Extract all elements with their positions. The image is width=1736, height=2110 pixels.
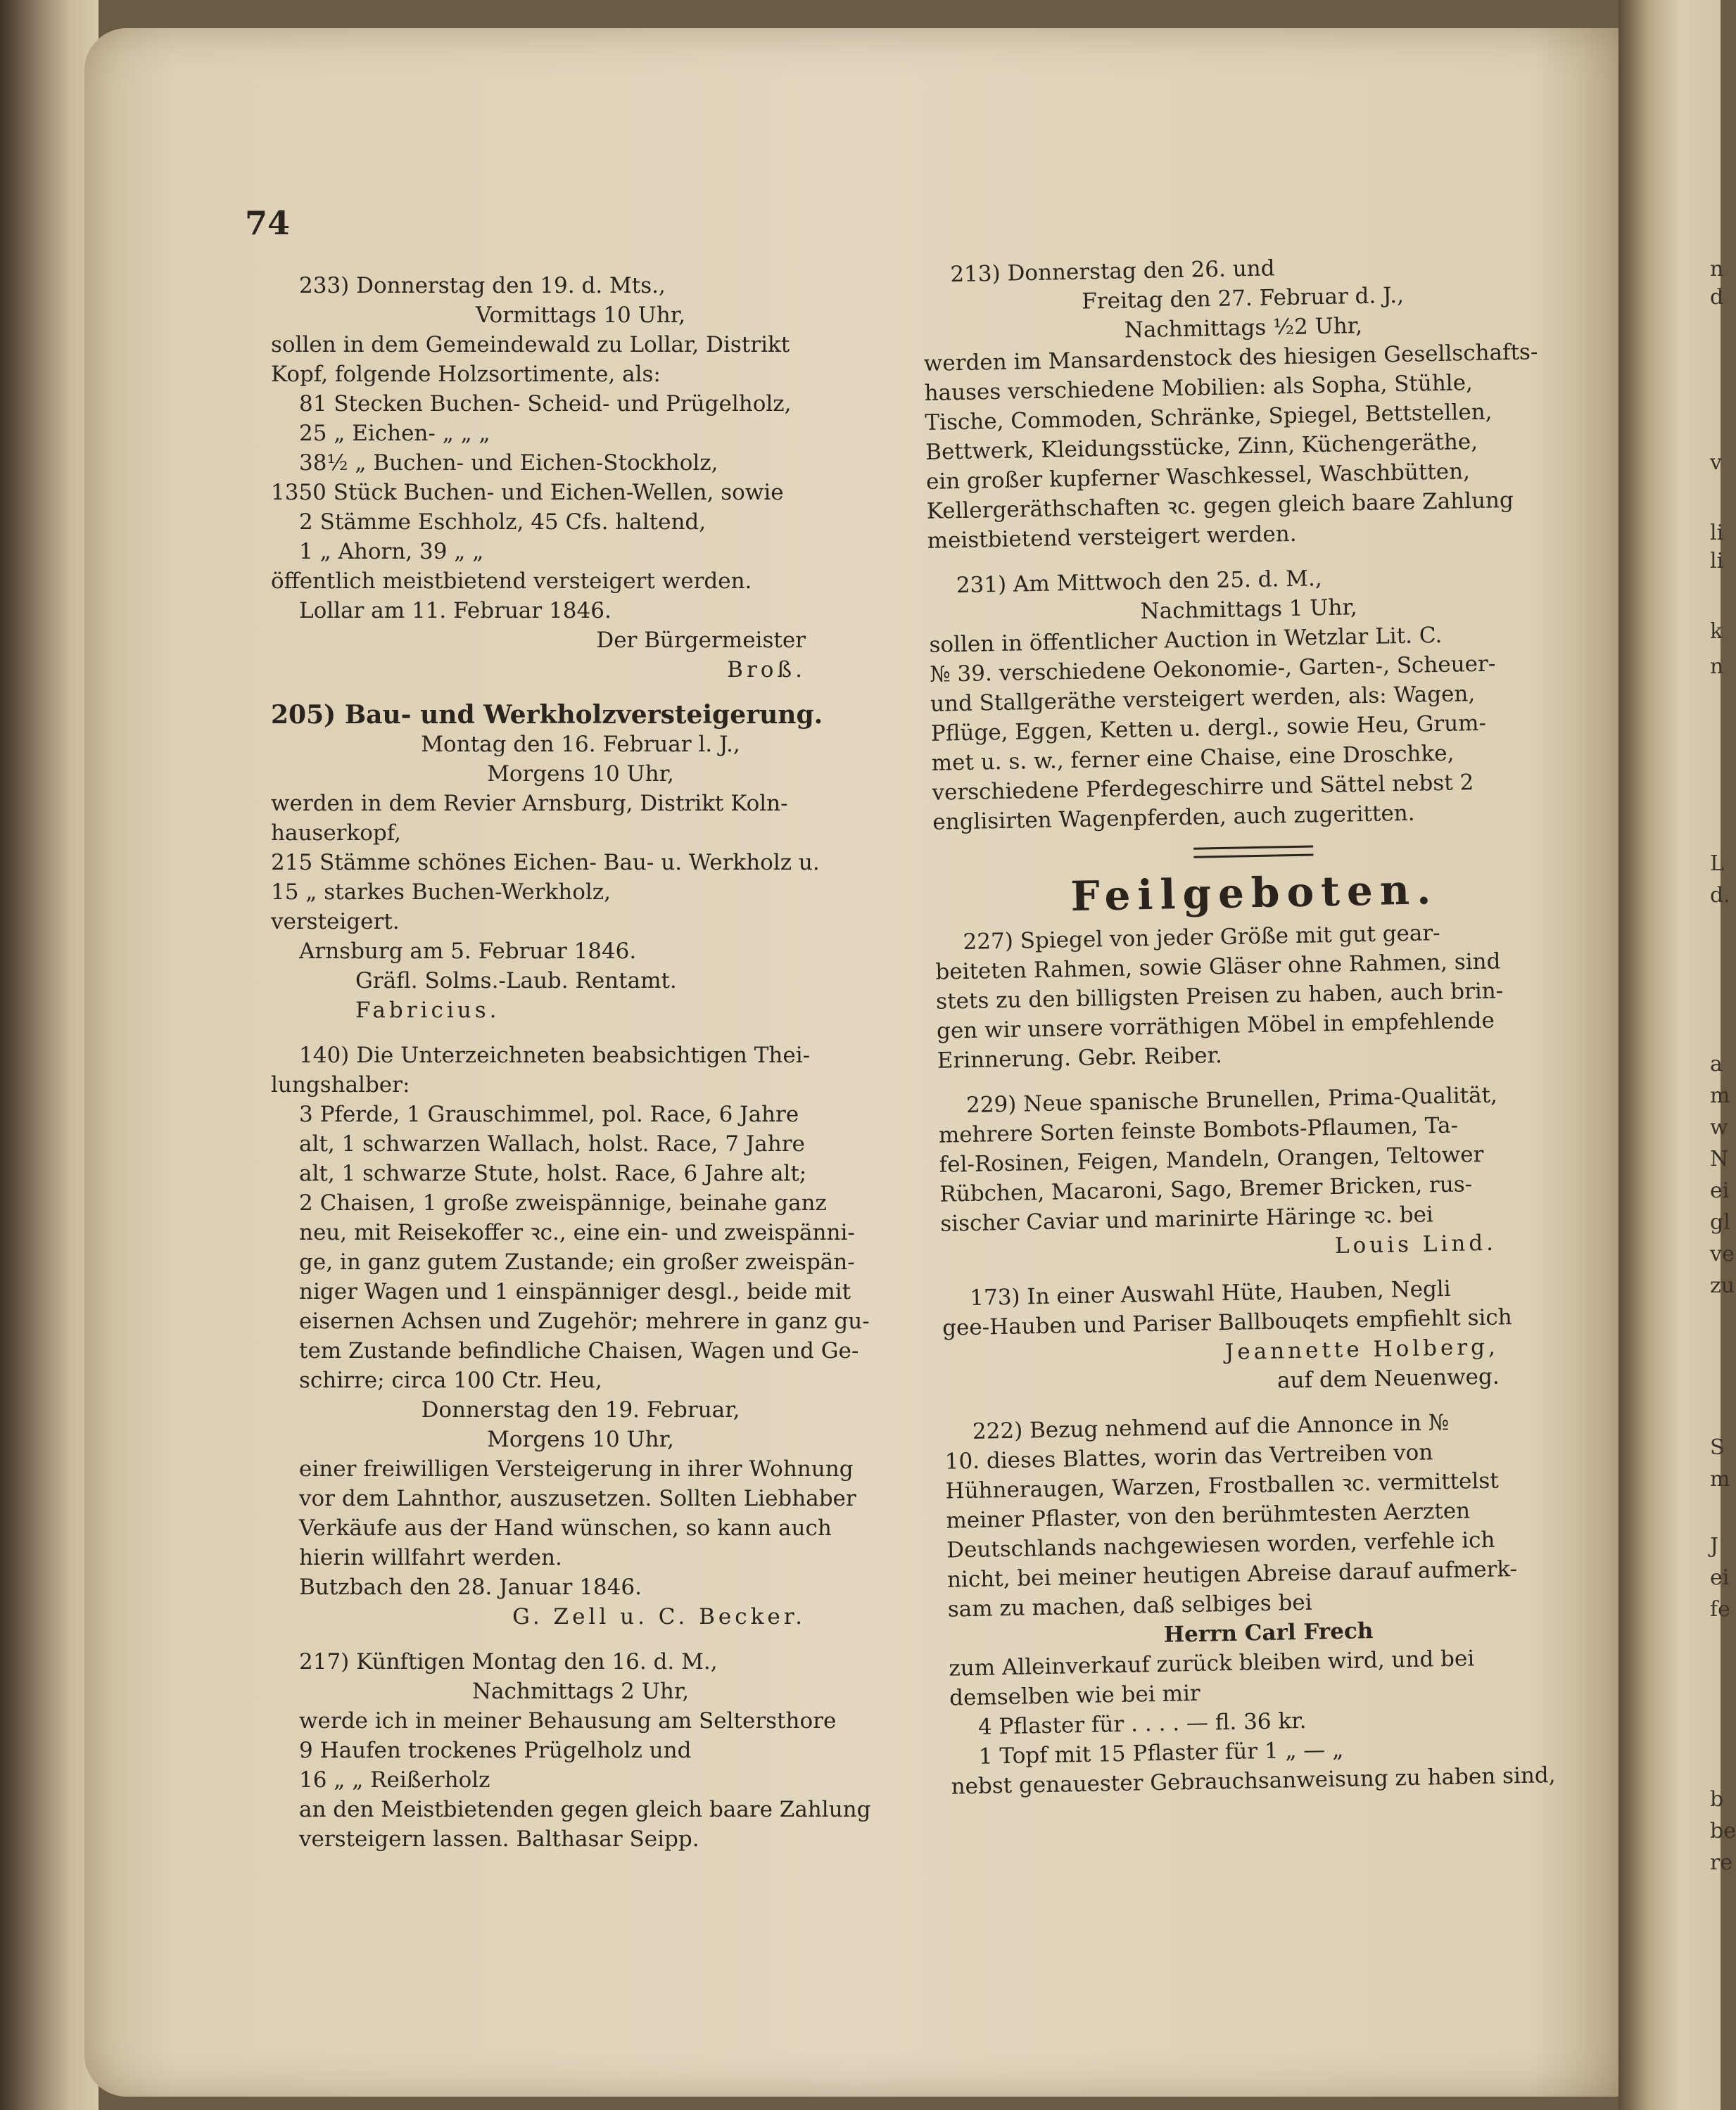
notice-line: Herrn Carl Frech xyxy=(1163,1618,1374,1648)
notice-signature: Fabricius. xyxy=(355,998,500,1023)
notice-line: und Stallgeräthe versteigert werden, als: Wagen, xyxy=(930,681,1476,717)
next-page-fragment: a xyxy=(1710,1052,1723,1076)
notice-227 xyxy=(934,915,1578,1075)
notice-line: hauserkopf, xyxy=(271,820,402,846)
next-page-fragment: m xyxy=(1710,1467,1730,1492)
next-page-fragment: n xyxy=(1710,257,1724,281)
notice-line: 1 Topf mit 15 Pflaster für 1 „ — „ xyxy=(978,1736,1344,1769)
notice-line: 2 Chaisen, 1 große zweispännige, beinahe ganz xyxy=(299,1190,827,1216)
notice-line: versteigert. xyxy=(271,909,400,934)
notice-line: 2 Stämme Eschholz, 45 Cfs. haltend, xyxy=(299,509,707,535)
notice-line: Deutschlands nachgewiesen worden, verfehle ich xyxy=(946,1527,1495,1563)
notice-signature: Louis Lind. xyxy=(1334,1230,1497,1259)
next-page-fragment: gl xyxy=(1710,1210,1730,1235)
notice-205 xyxy=(271,700,890,1025)
notice-line: beiteten Rahmen, sowie Gläser ohne Rahmen, sind xyxy=(935,948,1501,985)
notice-line: Donnerstag den 19. Februar, xyxy=(421,1397,740,1423)
notice-line: № 39. verschiedene Oekonomie-, Garten-, Scheuer- xyxy=(929,651,1496,687)
notice-line: 10. dieses Blattes, worin das Vertreiben von xyxy=(944,1439,1433,1475)
notice-line: 227) Spiegel von jeder Größe mit gut gear- xyxy=(963,920,1440,955)
notice-line: Tische, Commoden, Schränke, Spiegel, Bettstellen, xyxy=(925,399,1493,436)
notice-line: nicht, bei meiner heutigen Abreise darauf aufmerk- xyxy=(946,1556,1518,1593)
notice-signature: auf dem Neuenweg. xyxy=(1276,1364,1500,1394)
notice-line: alt, 1 schwarzen Wallach, holst. Race, 7 Jahre xyxy=(299,1131,805,1157)
notice-line: englisirten Wagenpferden, auch zugeritten. xyxy=(932,800,1415,835)
notice-140 xyxy=(271,1041,890,1632)
next-page-fragment: ve xyxy=(1710,1242,1735,1266)
notice-line: neu, mit Reisekoffer ꝛc., eine ein- und zweispänni- xyxy=(299,1220,855,1245)
next-page-edge xyxy=(1618,0,1736,2110)
notice-line: meistbietend versteigert werden. xyxy=(927,521,1297,554)
notice-line: demselben wie bei mir xyxy=(949,1680,1201,1711)
notice-line: an den Meistbietenden gegen gleich baare Zahlung xyxy=(299,1797,871,1822)
notice-line: Hühneraugen, Warzen, Frostballen ꝛc. vermittelst xyxy=(945,1468,1499,1504)
notice-line: Bettwerk, Kleidungsstücke, Zinn, Küchengeräthe, xyxy=(925,428,1478,465)
notice-line: 140) Die Unterzeichneten beabsichtigen Thei- xyxy=(299,1043,811,1068)
next-page-fragment: L xyxy=(1710,851,1724,876)
notice-line: Nachmittags 2 Uhr, xyxy=(471,1679,690,1704)
notice-line: sischer Caviar und marinirte Häringe ꝛc. bei xyxy=(939,1202,1434,1237)
notice-signature: Jeannette Holberg, xyxy=(1224,1334,1500,1366)
notice-heading: 205) Bau- und Werkholzversteigerung. xyxy=(271,700,823,730)
notice-line: nebst genauester Gebrauchsanweisung zu haben sind, xyxy=(951,1762,1556,1800)
notice-231 xyxy=(927,559,1573,837)
next-page-fragment: J xyxy=(1710,1534,1719,1558)
notice-line: Pflüge, Eggen, Ketten u. dergl., sowie Heu, Grum- xyxy=(930,710,1487,746)
notice-line: werde ich in meiner Behausung am Seltersthore xyxy=(299,1708,837,1734)
notice-line: 229) Neue spanische Brunellen, Prima-Qualität, xyxy=(965,1082,1498,1119)
notice-229 xyxy=(938,1079,1582,1268)
notice-line: niger Wagen und 1 einspänniger desgl., beide mit xyxy=(299,1279,851,1304)
notice-line: verschiedene Pferdegeschirre und Sättel nebst 2 xyxy=(932,770,1474,806)
notice-line: 9 Haufen trockenes Prügelholz und xyxy=(299,1738,692,1763)
notice-line: Butzbach den 28. Januar 1846. xyxy=(299,1575,642,1600)
notice-line: 16 „ „ Reißerholz xyxy=(299,1767,490,1793)
notice-line: öffentlich meistbietend versteigert werden. xyxy=(271,568,752,594)
notice-line: 25 „ Eichen- „ „ „ xyxy=(299,421,490,446)
notice-line: Morgens 10 Uhr, xyxy=(487,1427,674,1452)
notice-line: Lollar am 11. Februar 1846. xyxy=(299,598,612,623)
next-page-fragment: be xyxy=(1710,1819,1736,1843)
next-page-fragment: li xyxy=(1710,549,1724,573)
notice-222 xyxy=(944,1405,1592,1801)
notice-line: hierin willfahrt werden. xyxy=(299,1545,562,1570)
notice-line: mehrere Sorten feinste Bombots-Pflaumen, Ta- xyxy=(938,1112,1459,1148)
next-page-fragment: d xyxy=(1710,285,1724,310)
notice-signature: Gräfl. Solms.-Laub. Rentamt. xyxy=(355,968,677,993)
notice-line: 3 Pferde, 1 Grauschimmel, pol. Race, 6 Jahre xyxy=(299,1102,799,1127)
notice-signature: Broß. xyxy=(727,657,806,682)
notice-line: Nachmittags ½2 Uhr, xyxy=(1124,313,1363,343)
next-page-fragment: S xyxy=(1710,1435,1725,1460)
notice-line: 217) Künftigen Montag den 16. d. M., xyxy=(299,1649,718,1674)
notice-line: Verkäufe aus der Hand wünschen, so kann auch xyxy=(299,1515,832,1541)
next-page-fragment: li xyxy=(1710,521,1724,545)
notice-line: einer freiwilligen Versteigerung in ihrer Wohnung xyxy=(299,1456,854,1482)
notice-line: Arnsburg am 5. Februar 1846. xyxy=(299,939,637,964)
next-page-fragment: ei xyxy=(1710,1178,1730,1203)
notice-signature: G. Zell u. C. Becker. xyxy=(512,1604,806,1629)
notice-line: fel-Rosinen, Feigen, Mandeln, Orangen, Teltower xyxy=(939,1141,1484,1178)
right-column xyxy=(922,248,1592,1817)
notice-line: 173) In einer Auswahl Hüte, Hauben, Negli xyxy=(969,1276,1452,1311)
notice-line: hauses verschiedene Mobilien: als Sopha, Stühle, xyxy=(924,370,1474,406)
notice-line: 1 „ Ahorn, 39 „ „ xyxy=(299,539,484,564)
notice-line: Montag den 16. Februar l. J., xyxy=(421,732,740,757)
notice-line: Erinnerung. Gebr. Reiber. xyxy=(937,1043,1223,1074)
notice-line: tem Zustande befindliche Chaisen, Wagen und Ge- xyxy=(299,1338,859,1364)
notice-line: 231) Am Mittwoch den 25. d. M., xyxy=(956,566,1323,599)
notice-line: alt, 1 schwarze Stute, holst. Race, 6 Jahre alt; xyxy=(299,1161,807,1186)
next-page-fragment: fe xyxy=(1710,1597,1730,1622)
notice-line: Kopf, folgende Holzsortimente, als: xyxy=(271,362,661,387)
notice-line: gen wir unsere vorräthigen Möbel in empfehlende xyxy=(936,1008,1495,1044)
notice-signature: Der Bürgermeister xyxy=(596,628,806,653)
next-page-fragment: b xyxy=(1710,1787,1724,1812)
notice-233 xyxy=(271,271,890,685)
notice-line: eisernen Achsen und Zugehör; mehrere in ganz gu- xyxy=(299,1309,870,1334)
notice-line: gee-Hauben und Pariser Ballbouqets empfiehlt sich xyxy=(942,1304,1513,1341)
notice-217 xyxy=(271,1647,890,1854)
page-number: 74 xyxy=(245,204,291,242)
next-page-fragment: w xyxy=(1710,1115,1728,1140)
next-page-fragment: re xyxy=(1710,1850,1733,1875)
next-page-fragment: d. xyxy=(1710,883,1730,908)
notice-line: 15 „ starkes Buchen-Werkholz, xyxy=(271,879,611,905)
notice-line: 213) Donnerstag den 26. und xyxy=(950,255,1275,288)
notice-line: zum Alleinverkauf zurück bleiben wird, und bei xyxy=(949,1646,1475,1682)
notice-line: sam zu machen, daß selbiges bei xyxy=(947,1589,1312,1622)
next-page-fragment: ei xyxy=(1710,1565,1730,1590)
notice-line: Nachmittags 1 Uhr, xyxy=(1140,595,1358,625)
next-page-fragment: zu xyxy=(1710,1273,1735,1298)
notice-line: sollen in öffentlicher Auction in Wetzlar Lit. C. xyxy=(929,622,1443,658)
next-page-fragment: v xyxy=(1710,450,1722,475)
notice-line: 4 Pflaster für . . . . — fl. 36 kr. xyxy=(977,1708,1307,1740)
notice-line: meiner Pflaster, von den berühmtesten Aerzten xyxy=(946,1498,1471,1534)
notice-line: werden im Mansardenstock des hiesigen Gesellschafts- xyxy=(923,339,1538,376)
notice-line: Morgens 10 Uhr, xyxy=(487,761,674,787)
notice-line: stets zu den billigsten Preisen zu haben, auch brin- xyxy=(935,978,1504,1015)
notice-line: 81 Stecken Buchen- Scheid- und Prügelholz, xyxy=(299,391,792,417)
section-heading: Feilgeboten. xyxy=(1070,865,1438,921)
next-page-fragment: N xyxy=(1710,1147,1729,1171)
section-divider xyxy=(1193,845,1313,858)
notice-line: Vormittags 10 Uhr, xyxy=(476,303,685,328)
notice-line: vor dem Lahnthor, auszusetzen. Sollten Liebhaber xyxy=(299,1486,856,1511)
notice-line: versteigern lassen. Balthasar Seipp. xyxy=(299,1826,699,1852)
notice-line: schirre; circa 100 Ctr. Heu, xyxy=(299,1368,602,1393)
notice-line: 1350 Stück Buchen- und Eichen-Wellen, sowie xyxy=(271,480,784,505)
notice-line: 38½ „ Buchen- und Eichen-Stockholz, xyxy=(299,450,718,476)
notice-line: Kellergeräthschaften ꝛc. gegen gleich baare Zahlung xyxy=(926,487,1514,524)
notice-line: ge, in ganz gutem Zustande; ein großer zweispän- xyxy=(299,1250,855,1275)
notice-line: sollen in dem Gemeindewald zu Lollar, Distrikt xyxy=(271,332,790,357)
notice-213 xyxy=(922,248,1568,556)
notice-line: Rübchen, Macaroni, Sago, Bremer Bricken, rus- xyxy=(939,1171,1473,1207)
notice-line: ein großer kupferner Waschkessel, Waschbütten, xyxy=(925,459,1471,495)
notice-line: Freitag den 27. Februar d. J., xyxy=(1082,282,1405,314)
notice-173 xyxy=(942,1271,1584,1402)
notice-line: met u. s. w., ferner eine Chaise, eine Droschke, xyxy=(931,740,1455,776)
book-edge xyxy=(0,0,99,2110)
next-page-fragment: k xyxy=(1710,619,1723,644)
notice-line: lungshalber: xyxy=(271,1072,410,1098)
notice-line: 233) Donnerstag den 19. d. Mts., xyxy=(299,273,666,298)
notice-line: werden in dem Revier Arnsburg, Distrikt Koln- xyxy=(271,791,788,816)
notice-line: 215 Stämme schönes Eichen- Bau- u. Werkholz u. xyxy=(271,850,820,875)
next-page-fragment: m xyxy=(1710,1083,1730,1108)
next-page-fragment: n xyxy=(1710,654,1724,679)
left-column xyxy=(271,271,890,1869)
notice-line: 222) Bezug nehmend auf die Annonce in № xyxy=(972,1409,1450,1444)
